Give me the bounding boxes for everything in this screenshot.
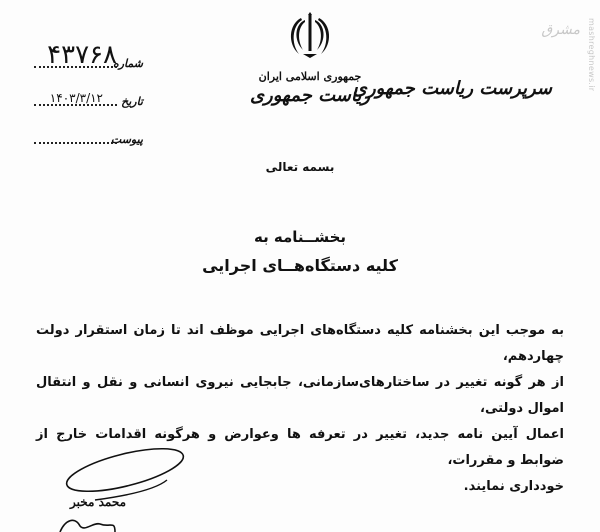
number-row xyxy=(8,38,143,76)
body-line: خودداری نمایند. xyxy=(463,479,564,494)
number-label: شماره xyxy=(112,57,143,70)
watermark-logo: مشرق xyxy=(541,22,580,38)
org-name-line2: ریاست جمهوری xyxy=(249,85,371,106)
attachment-label: پیوست xyxy=(110,133,143,146)
sender-title: سرپرست ریاست جمهوری xyxy=(352,78,552,99)
iran-emblem-icon xyxy=(285,10,335,60)
watermark-url: mashreghnews.ir xyxy=(587,18,596,92)
addressee xyxy=(0,228,600,275)
addressee-line2: کلیه دستگاه‌هــای اجرایی xyxy=(202,256,398,275)
body-line: از هر گونه تغییر در ساختارهای‌سازمانی، جابجایی نیروی انسانی و نقل و انتقال اموال دولتی، xyxy=(36,375,564,416)
body-line: به موجب این بخشنامه کلیه دستگاه‌های اجرایی موظف اند تا زمان استقرار دولت چهاردهم، xyxy=(36,323,564,364)
number-value: ۴۳۷۶۸ xyxy=(47,40,117,70)
bismillah-heading: بسمه تعالی xyxy=(265,160,335,174)
attachment-row xyxy=(8,114,143,152)
org-name-line1: جمهوری اسلامی ایران xyxy=(258,70,362,83)
letter-meta xyxy=(8,38,143,152)
watermark xyxy=(541,10,598,120)
date-value: ۱۴۰۳/۳/۱۲ xyxy=(49,91,103,105)
body-line: اعمال آیین نامه جدید، تغییر در تعرفه ها وعوارض و هرگونه اقدامات خارج از ضوابط و مقررات، xyxy=(36,427,564,468)
date-row xyxy=(8,76,143,114)
date-label: تاریخ xyxy=(121,95,143,108)
signatory-name: محمد مخبر xyxy=(70,495,127,509)
addressee-line1: بخشــنامه به xyxy=(253,228,347,246)
dotted-line xyxy=(34,142,117,144)
signature-icon xyxy=(55,440,185,532)
